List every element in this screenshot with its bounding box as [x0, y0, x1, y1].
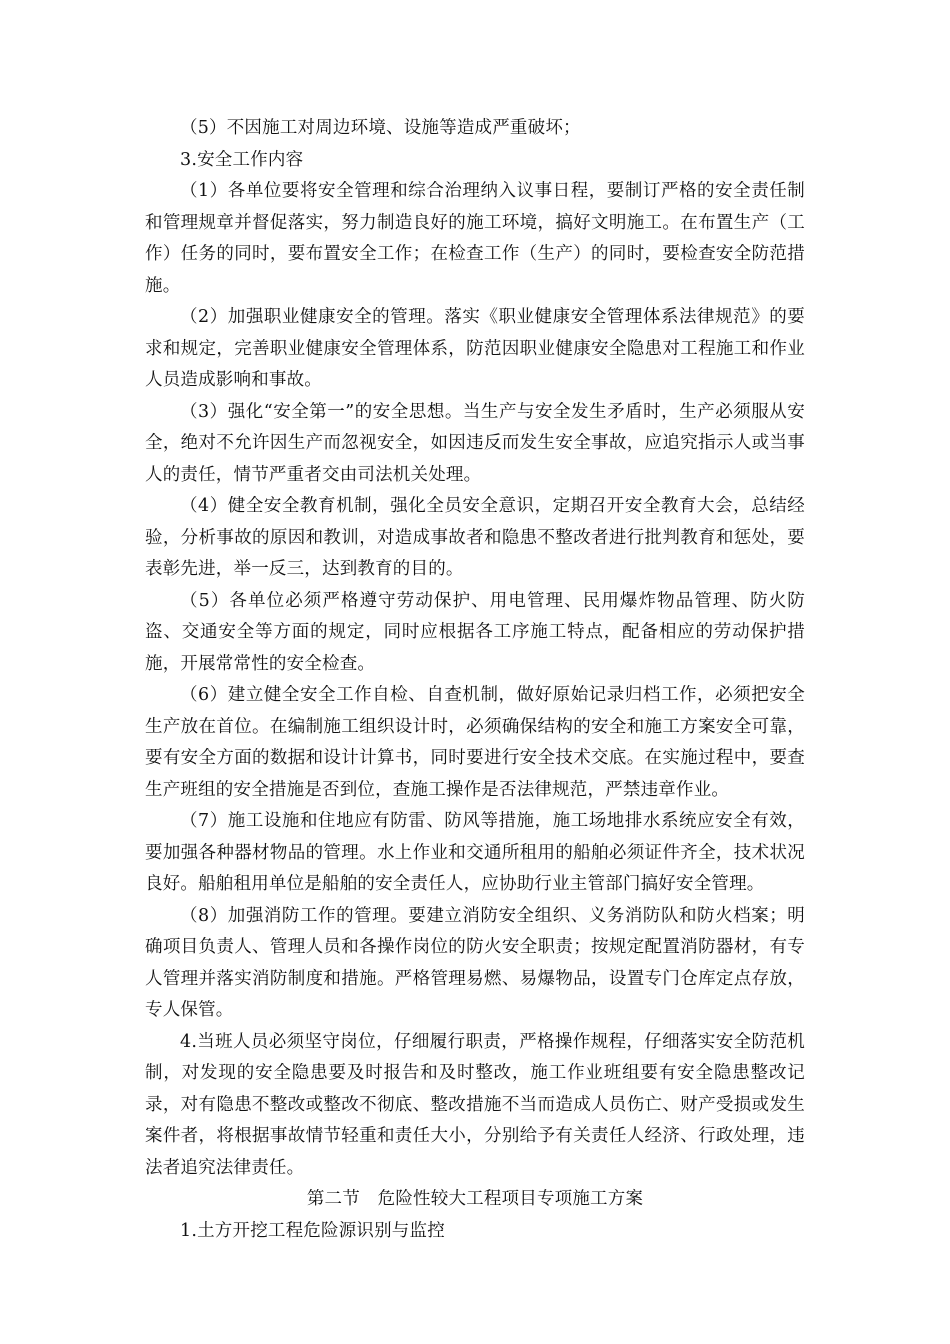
section-heading: 第二节 危险性较大工程项目专项施工方案: [306, 1189, 644, 1209]
document-body: [145, 113, 805, 1247]
paragraph-safety-8: （8）加强消防工作的管理。要建立消防安全组织、义务消防队和防火档案；明确项目负责人、管理人员和各操作岗位的防火安全职责；按规定配置消防器材，有专人管理并落实消防制度和措施。严格管理易燃、易爆物品，设置专门仓库定点存放，专人保管。: [145, 905, 805, 1020]
subheading-safety-content: 3.安全工作内容: [180, 149, 304, 170]
paragraph-safety-5: （5）各单位必须严格遵守劳动保护、用电管理、民用爆炸物品管理、防火防盗、交通安全等方面的规定，同时应根据各工序施工特点，配备相应的劳动保护措施，开展常常性的安全检查。: [145, 590, 805, 674]
paragraph-item-5-environment: （5）不因施工对周边环境、设施等造成严重破坏；: [180, 118, 581, 138]
subheading-earthwork: 1.土方开挖工程危险源识别与监控: [180, 1220, 445, 1241]
paragraph-safety-3: （3）强化“安全第一”的安全思想。当生产与安全发生矛盾时，生产必须服从安全，绝对不允许因生产而忽视安全，如因违反而发生安全事故，应追究指示人或当事人的责任，情节严重者交由司法机关处理。: [145, 401, 805, 485]
paragraph-safety-4: （4）健全安全教育机制，强化全员安全意识，定期召开安全教育大会，总结经验，分析事故的原因和教训，对造成事故者和隐患不整改者进行批判教育和惩处，要表彰先进，举一反三，达到教育的目的。: [145, 496, 805, 579]
paragraph-safety-2: （2）加强职业健康安全的管理。落实《职业健康安全管理体系法律规范》的要求和规定，完善职业健康安全管理体系，防范因职业健康安全隐患对工程施工和作业人员造成影响和事故。: [145, 307, 805, 390]
paragraph-safety-1: （1）各单位要将安全管理和综合治理纳入议事日程，要制订严格的安全责任制和管理规章并督促落实，努力制造良好的施工环境，搞好文明施工。在布置生产（工作）任务的同时，要布置安全工作；在检查工作（生产）的同时，要检查安全防范措施。: [145, 181, 805, 296]
paragraph-duty-4: 4.当班人员必须坚守岗位，仔细履行职责，严格操作规程，仔细落实安全防范机制，对发现的安全隐患要及时报告和及时整改，施工作业班组要有安全隐患整改记录，对有隐患不整改或整改不彻底、整改措施不当而造成人员伤亡、财产受损或发生案件者，将根据事故情节轻重和责任大小，分别给予有关责任人经济、行政处理，违法者追究法律责任。: [145, 1031, 805, 1178]
paragraph-safety-6: （6）建立健全安全工作自检、自查机制，做好原始记录归档工作，必须把安全生产放在首位。在编制施工组织设计时，必须确保结构的安全和施工方案安全可靠，要有安全方面的数据和设计计算书，同时要进行安全技术交底。在实施过程中，要查生产班组的安全措施是否到位，查施工操作是否法律规范，严禁违章作业。: [145, 685, 805, 800]
paragraph-safety-7: （7）施工设施和住地应有防雷、防风等措施，施工场地排水系统应安全有效，要加强各种器材物品的管理。水上作业和交通所租用的船舶必须证件齐全，技术状况良好。船舶租用单位是船舶的安全责任人，应协助行业主管部门搞好安全管理。: [145, 811, 805, 894]
